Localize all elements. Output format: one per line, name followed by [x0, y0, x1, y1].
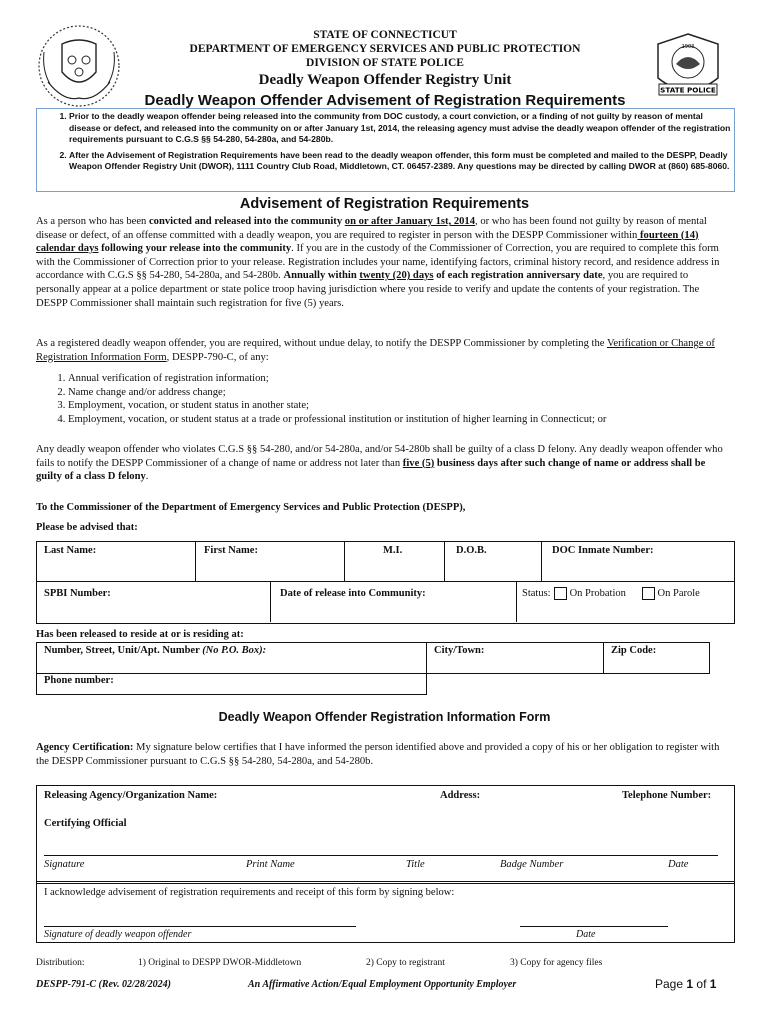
notice-item-1: Prior to the deadly weapon offender being released into the community from DOC custody, a court conviction, or a finding of not guilty by reason of mental disease or defect, and released into the community on or after January 1st, 2014, the releasing agency must advise the deadly weapon offender of the registration requirements pursuant to C.G.S §§ 54-280, 54-280a, and 54-280b.	[69, 111, 731, 144]
header-division: DIVISION OF STATE POLICE	[306, 57, 464, 69]
title-caption: Title	[406, 859, 425, 870]
signature-caption: Signature	[44, 859, 85, 870]
p2-b: Verification or Change of Registration Information Form	[36, 338, 715, 363]
p1-b: convicted and released into the community	[148, 216, 345, 227]
print-name-caption: Print Name	[246, 859, 295, 870]
city-label: City/Town:	[434, 645, 485, 656]
address-label: Address:	[440, 790, 481, 801]
dob-field[interactable]	[448, 560, 536, 578]
notice-item-2: After the Advisement of Registration Requirements have been read to the deadly weapon offender, this form must be completed and mailed to the DESPP, Deadly Weapon Offender Registry Unit (DWOR), 1111 Country Club Road, Middletown, CT. 06457-2389. Any questions may be directed by calling DWOR at (860) 685-8060.	[69, 149, 730, 171]
p1-g: . If you are in the custody of the Commissioner of Correction, you are required to complete this form with the Commissioner of Correction prior to your release. Registration includes your name, identifying factors, criminal history record, and residence address in accordance with C.G.S §§ 54-280, 54-280a, and 54-280b.	[36, 243, 720, 282]
p1-h: Annually within	[283, 270, 360, 282]
phone-field[interactable]	[140, 675, 420, 691]
release-date-field[interactable]	[275, 602, 511, 618]
released-to-label: Has been released to reside at or is residing at:	[36, 629, 244, 640]
number-street-text: Number, Street, Unit/Apt. Number	[44, 645, 200, 656]
telephone-label: Telephone Number:	[622, 790, 712, 801]
on-probation-label: On Probation	[569, 587, 626, 599]
mi-field[interactable]	[349, 560, 439, 578]
spbi-field[interactable]	[40, 602, 265, 618]
city-field[interactable]	[430, 658, 600, 670]
no-po-box: (No P.O. Box):	[202, 645, 267, 656]
on-parole-label: On Parole	[657, 587, 700, 599]
notice-box	[36, 108, 735, 192]
date-caption: Date	[668, 859, 689, 870]
status-label: Status:	[522, 587, 551, 599]
p3-c: business days after such change of name or address shall be guilty of a class D felony	[36, 457, 706, 483]
first-name-label: First Name:	[204, 545, 258, 556]
header-department: DEPARTMENT OF EMERGENCY SERVICES AND PUBLIC PROTECTION	[189, 43, 581, 55]
cert-label: Agency Certification:	[36, 742, 134, 753]
spbi-label: SPBI Number:	[44, 588, 111, 599]
badge-year: 1903	[681, 44, 695, 50]
badge-text: STATE POLICE	[660, 85, 716, 95]
page-number: 1	[686, 977, 694, 991]
notice-item	[69, 150, 734, 173]
last-name-field[interactable]	[40, 560, 190, 578]
offender-date-caption: Date	[576, 929, 596, 940]
doc-inmate-field[interactable]	[546, 560, 728, 578]
page-indicator	[655, 977, 716, 991]
last-name-label: Last Name:	[44, 545, 97, 556]
p1-d: , or who has been found not guilty by reason of mental disease or defect, of an offense committed with a deadly weapon, you are required to register in person with the DESPP Commissioner within	[36, 216, 707, 241]
zip-field[interactable]	[607, 658, 705, 670]
on-probation-checkbox[interactable]	[554, 587, 567, 600]
street-address-field[interactable]	[40, 658, 422, 670]
page-total: 1	[709, 977, 717, 991]
form-no: DESPP-791-C	[36, 979, 96, 990]
p2-c: , DESPP-790-C, of any:	[166, 351, 269, 363]
mi-label: M.I.	[383, 545, 403, 556]
first-name-field[interactable]	[200, 560, 340, 578]
distribution-1: 1) Original to DESPP DWOR-Middletown	[138, 958, 302, 968]
offender-date-field[interactable]	[520, 908, 668, 926]
notice-item	[69, 111, 734, 146]
p3-a: Any deadly weapon offender who violates C.G.S §§ 54-280, and/or 54-280a, and/or 54-280b shall be guilty of a class D felony. Any deadly weapon offender who fails to notify the DESPP Commissioner of a change of name or address not later than	[36, 444, 723, 469]
p3-b: five (5)	[402, 457, 435, 469]
cert-text: My signature below certifies that I have informed the person identified above and provided a copy of his or her obligation to register with the DESPP Commissioner pursuant to C.G.S §§ 54-280, 54-280a, and 54-280b.	[36, 742, 720, 767]
advisement-paragraph-2	[36, 337, 733, 364]
please-advised: Please be advised that:	[36, 522, 138, 533]
p1-f: following your release into the community	[98, 243, 292, 255]
info-form-heading: Deadly Weapon Offender Registration Information Form	[218, 710, 551, 724]
advisement-heading: Advisement of Registration Requirements	[239, 196, 530, 212]
p1-a: As a person who has been	[36, 216, 149, 227]
list-item: 1. Annual verification of registration information;	[68, 372, 733, 386]
change-list	[36, 372, 733, 426]
p2-a: As a registered deadly weapon offender, you are required, without undue delay, to notify the DESPP Commissioner by completing the	[36, 338, 607, 349]
header-state: STATE OF CONNECTICUT	[313, 29, 457, 41]
zip-label: Zip Code:	[611, 645, 657, 656]
to-commissioner: To the Commissioner of the Department of Emergency Services and Public Protection (DESPP),	[36, 502, 466, 513]
release-date-label: Date of release into Community:	[280, 588, 426, 599]
p1-e: fourteen (14) calendar days	[36, 229, 699, 255]
p3-d: .	[145, 471, 149, 483]
distribution-3: 3) Copy for agency files	[510, 958, 603, 968]
form-number	[36, 979, 171, 990]
advisement-paragraph-3	[36, 443, 733, 484]
state-police-badge	[654, 32, 722, 102]
number-street-label	[44, 645, 266, 656]
acknowledge-text: I acknowledge advisement of registration requirements and receipt of this form by signing below:	[44, 887, 455, 898]
advisement-paragraph-1	[36, 215, 733, 310]
page-title: Deadly Weapon Offender Advisement of Registration Requirements	[144, 92, 626, 109]
dob-label: D.O.B.	[456, 545, 487, 556]
on-parole-checkbox[interactable]	[642, 587, 655, 600]
doc-inmate-label: DOC Inmate Number:	[552, 545, 654, 556]
badge-number-caption: Badge Number	[500, 859, 564, 870]
certifying-official-signature-field[interactable]	[44, 836, 718, 854]
certifying-official-label: Certifying Official	[44, 818, 127, 829]
list-item: 3. Employment, vocation, or student status in another state;	[68, 399, 733, 413]
list-item: 4. Employment, vocation, or student status at a trade or professional institution or institution of higher learning in Connecticut; or	[68, 413, 733, 427]
agency-certification	[36, 741, 733, 768]
offender-signature-caption: Signature of deadly weapon offender	[44, 929, 192, 940]
offender-signature-field[interactable]	[44, 908, 356, 926]
phone-label: Phone number:	[44, 675, 114, 686]
header-unit: Deadly Weapon Offender Registry Unit	[258, 72, 512, 88]
page-of: of	[696, 977, 707, 991]
p1-c: on or after January 1st, 2014	[344, 216, 476, 227]
eeo-statement: An Affirmative Action/Equal Employment Opportunity Employer	[248, 979, 517, 990]
p1-i: twenty (20) days	[359, 270, 434, 282]
distribution-label: Distribution:	[36, 958, 85, 968]
p1-k: , you are required to personally appear at a police department or state police troop having jurisdiction where you reside to verify and update the contents of your registration. The DESPP Commissioner shall maintain such registration for five (5) years.	[36, 270, 700, 309]
form-rev: (Rev. 02/28/2024)	[98, 979, 171, 990]
distribution-2: 2) Copy to registrant	[366, 958, 445, 968]
p1-j: of each registration anniversary date	[433, 270, 603, 282]
page-label: Page	[655, 977, 684, 991]
list-item: 2. Name change and/or address change;	[68, 386, 733, 400]
releasing-agency-label: Releasing Agency/Organization Name:	[44, 790, 218, 801]
